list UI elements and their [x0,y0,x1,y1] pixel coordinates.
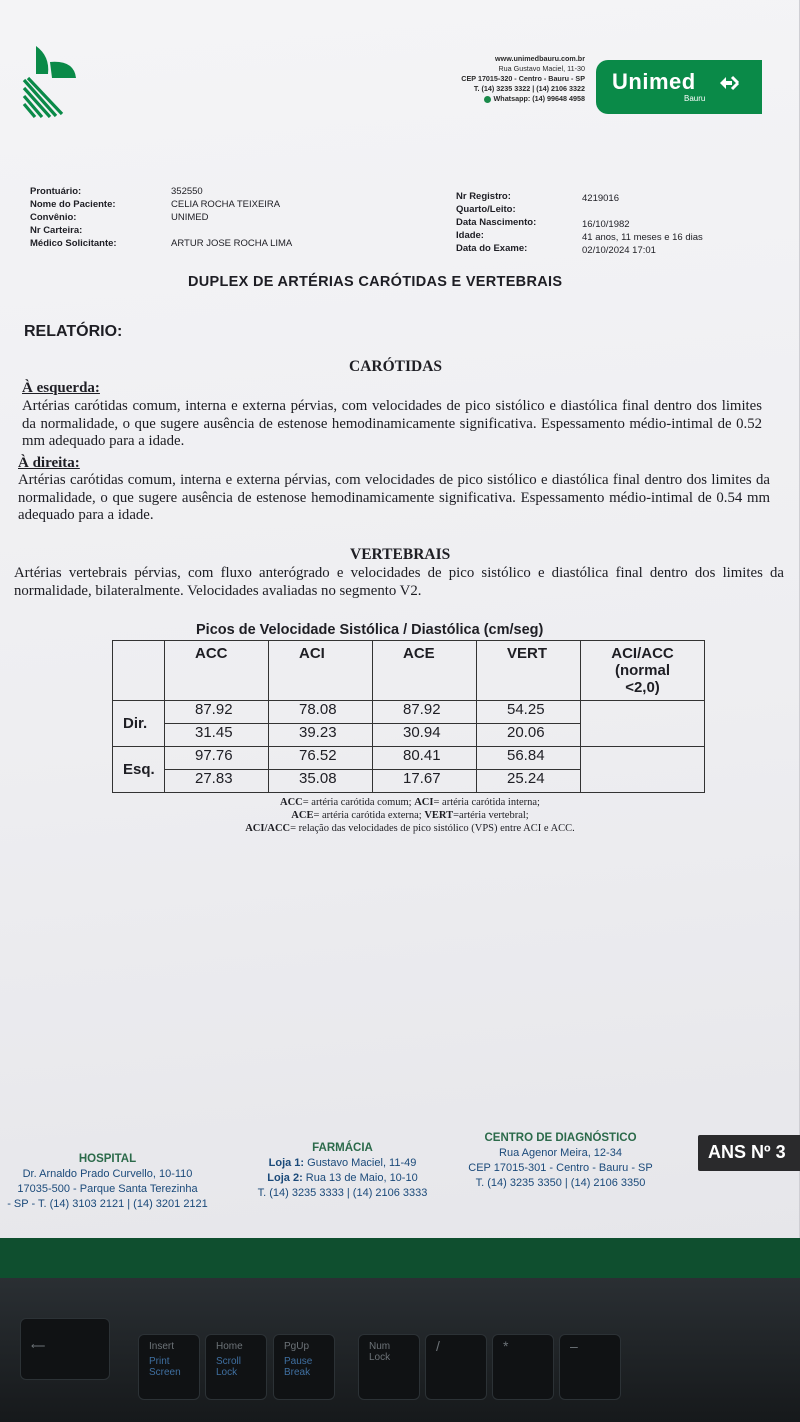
carteira-label: Nr Carteira: [30,225,83,236]
legend-def-vert: =artéria vertebral; [453,810,529,821]
unimed-brand-badge [596,60,762,114]
centro-line: Rua Agenor Meira, 12-34 [499,1147,622,1159]
legend-def-aci: = artéria carótida interna; [433,797,540,808]
phone-text: T. (14) 3235 3322 | (14) 2106 3322 [473,84,585,93]
slash-key[interactable] [425,1334,487,1400]
keyboard-background [0,1278,800,1422]
home-key[interactable] [205,1334,267,1400]
brand-symbol-icon [718,74,740,92]
legend-term-vert: VERT [424,810,454,821]
esq-dia-acc: 27.83 [165,770,269,793]
right-side-heading: À direita: [18,455,80,471]
registro-value: 4219016 [582,193,619,204]
idade-label: Idade: [456,230,484,241]
vertebrais-text: Artérias vertebrais pérvias, com fluxo anterógrado e velocidades de pico sistólico e diastólica final dentro dos limites da normalidade, bilateralmente. Velocidades avaliadas no segmento V2. [14,565,784,599]
footer-farmacia [245,1141,440,1201]
table-row [113,747,705,770]
col-header-aci: ACI [269,641,373,701]
legend-term-aci: ACI [414,797,434,808]
dir-sys-aci: 78.08 [269,701,373,724]
centro-line: CEP 17015-301 - Centro - Bauru - SP [468,1162,653,1174]
dir-dia-aci: 39.23 [269,724,373,747]
esq-ratio-cell [581,747,705,793]
farmacia-loja2-address: Rua 13 de Maio, 10-10 [302,1172,418,1184]
convenio-value: UNIMED [171,212,209,223]
brand-city: Bauru [684,94,706,103]
legend-def-acc: = artéria carótida comum; [302,797,415,808]
esq-dia-vert: 25.24 [477,770,581,793]
nome-value: CELIA ROCHA TEIXEIRA [171,199,281,210]
pgup-key[interactable] [273,1334,335,1400]
col-header-ratio [581,641,705,701]
screen-label: Screen [149,1367,181,1378]
patient-labels-right [456,190,576,255]
print-screen-label [149,1356,199,1378]
farmacia-loja1-address: Gustavo Maciel, 11-49 [304,1157,417,1169]
break-label: Break [284,1367,311,1378]
green-folder-edge [0,1238,800,1278]
table-row [113,701,705,724]
left-side-heading: À esquerda: [22,380,100,396]
farmacia-loja1-label: Loja 1: [268,1157,305,1169]
brand-name: Unimed [612,69,696,94]
left-arrow-key[interactable] [20,1318,110,1380]
numlock-key[interactable] [358,1334,420,1400]
velocity-table-caption: Picos de Velocidade Sistólica / Diastólica (cm/seg) [196,622,544,638]
left-side-text: Artérias carótidas comum, interna e externa pérvias, com velocidades de pico sistólico e diastólica final dentro dos limites da normalidade, o que sugere ausência de estenose hemodinamicamente significativa. Espessamento médio-intimal de 0.52 mm adequado para a idade. [22,398,762,449]
print-label: Print [149,1356,170,1367]
whatsapp-icon [484,96,491,103]
nome-label: Nome do Paciente: [30,199,116,210]
esq-sys-acc: 97.76 [165,747,269,770]
legend-def-ratio: = relação das velocidades de pico sistólico (VPS) entre ACI e ACC. [290,823,575,834]
lock-label: Lock [216,1367,238,1378]
scroll-label: Scroll [216,1356,242,1367]
col-header-ace: ACE [373,641,477,701]
ratio-normal-value: <2,0) [625,679,660,696]
exame-value: 02/10/2024 17:01 [582,245,656,256]
scroll-lock-label [216,1356,266,1378]
col-header-vert: VERT [477,641,581,701]
esq-sys-ace: 80.41 [373,747,477,770]
dir-dia-ace: 30.94 [373,724,477,747]
hospital-title: HOSPITAL [78,1153,137,1165]
report-title: DUPLEX DE ARTÉRIAS CARÓTIDAS E VERTEBRAIS [188,274,563,290]
cep-text: CEP 17015-320 - Centro - Bauru - SP [461,74,585,83]
hospital-line: Dr. Arnaldo Prado Curvello, 10-110 [22,1168,193,1180]
farmacia-line [245,1171,440,1186]
legend-term-acc: ACC [280,797,303,808]
farmacia-line: T. (14) 3235 3333 | (14) 2106 3333 [257,1187,428,1199]
table-header-row [113,641,705,701]
right-side-text: Artérias carótidas comum, interna e externa pérvias, com velocidades de pico sistólico e diastólica final dentro dos limites da normalidade, o que sugere ausência de estenose hemodinamicamente significativa. Espessamento médio-intimal de 0.54 mm adequado para a idade. [18,472,770,523]
medico-value: ARTUR JOSE ROCHA LIMA [171,238,293,249]
home-key-label: Home [216,1341,243,1352]
legend-line [200,796,620,809]
unimed-contact-block [410,54,585,104]
minus-key-label: – [570,1338,578,1354]
quarto-label: Quarto/Leito: [456,204,516,215]
row-label-esq: Esq. [113,747,165,793]
slash-key-label: / [436,1338,440,1354]
patient-values-right [582,192,792,257]
patient-labels-left [30,185,160,250]
farmacia-loja2-label: Loja 2: [267,1172,303,1184]
num-label: Num [369,1341,391,1352]
table-legend [200,796,620,835]
convenio-label: Convênio: [30,212,77,223]
exame-label: Data do Exame: [456,243,528,254]
row-label-dir: Dir. [113,701,165,747]
unimed-logo-icon [22,44,80,118]
footer-hospital [0,1152,215,1212]
hospital-line: 17035-500 - Parque Santa Terezinha [17,1183,198,1195]
whatsapp-text: Whatsapp: (14) 99648 4958 [493,94,585,103]
dir-sys-vert: 54.25 [477,701,581,724]
legend-term-ratio: ACI/ACC [245,823,291,834]
insert-key-label: Insert [149,1341,175,1352]
footer-centro [458,1131,663,1191]
ratio-header-label: ACI/ACC [611,645,674,662]
relatorio-heading: RELATÓRIO: [24,323,123,340]
carotidas-heading: CARÓTIDAS [349,358,443,375]
col-header-acc: ACC [165,641,269,701]
insert-key[interactable] [138,1334,200,1400]
legend-line [200,822,620,835]
dir-ratio-cell [581,701,705,747]
legend-def-ace: = artéria carótida externa; [313,810,425,821]
asterisk-key[interactable] [492,1334,554,1400]
minus-key[interactable] [559,1334,621,1400]
website-text: www.unimedbauru.com.br [495,54,585,63]
left-arrow-icon: ⟵ [31,1341,46,1352]
nascimento-label: Data Nascimento: [456,217,537,228]
ratio-normal-label: (normal [614,662,670,679]
farmacia-line [245,1156,440,1171]
prontuario-value: 352550 [171,186,203,197]
corner-cell [113,641,165,701]
dir-dia-vert: 20.06 [477,724,581,747]
dir-dia-acc: 31.45 [165,724,269,747]
legend-term-ace: ACE [291,810,314,821]
medico-label: Médico Solicitante: [30,238,117,249]
nascimento-value: 16/10/1982 [582,219,630,230]
dir-sys-ace: 87.92 [373,701,477,724]
farmacia-title: FARMÁCIA [312,1142,373,1154]
centro-line: T. (14) 3235 3350 | (14) 2106 3350 [475,1177,646,1189]
asterisk-key-label: * [503,1338,509,1354]
velocity-table [112,640,705,793]
pgup-key-label: PgUp [284,1341,310,1352]
idade-value: 41 anos, 11 meses e 16 dias [582,232,703,243]
patient-values-left [171,185,371,250]
esq-sys-aci: 76.52 [269,747,373,770]
ans-badge: ANS Nº 3 [698,1135,800,1171]
esq-sys-vert: 56.84 [477,747,581,770]
dir-sys-acc: 87.92 [165,701,269,724]
registro-label: Nr Registro: [456,191,511,202]
hospital-line: - SP - T. (14) 3103 2121 | (14) 3201 2121 [7,1198,208,1210]
legend-line [200,809,620,822]
num-lock-label: Lock [369,1352,391,1363]
esq-dia-ace: 17.67 [373,770,477,793]
pause-break-label [284,1356,334,1378]
prontuario-label: Prontuário: [30,186,82,197]
vertebrais-heading: VERTEBRAIS [350,546,451,563]
centro-title: CENTRO DE DIAGNÓSTICO [484,1132,637,1144]
pause-label: Pause [284,1356,313,1367]
address-text: Rua Gustavo Maciel, 11-30 [498,64,585,73]
esq-dia-aci: 35.08 [269,770,373,793]
